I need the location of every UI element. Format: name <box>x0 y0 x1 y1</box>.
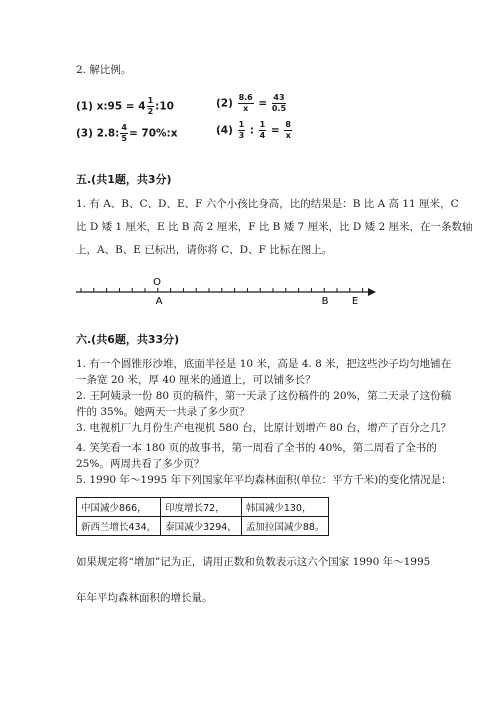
point-e-label: E <box>351 296 359 307</box>
table-cell: 韩国减少130， <box>241 498 329 517</box>
section6-line-8: 5. 1990 年～1995 年下列国家年平均森林面积(单位：平方千米)的变化情况是： <box>76 474 452 486</box>
section6-line-7: 25%。两周共看了多少页？ <box>76 458 205 470</box>
section6-tail-2: 年年平均森林面积的增长量。 <box>76 592 213 604</box>
section6-line-5: 3. 电视机厂九月份生产电视机 580 台，比原计划增产 80 台，增产了百分之几？ <box>76 422 452 434</box>
section6-line-4: 件的 35%。她两天一共录了多少页？ <box>76 406 250 418</box>
q2-heading: 2. 解比例。 <box>76 64 132 76</box>
table-cell: 印度增长72， <box>161 498 242 517</box>
section6-tail-1: 如果规定将“增加”记为正，请用正数和负数表示这六个国家 1990 年～1995 <box>76 556 431 568</box>
section5-line-1: 1. 有 A、B、C、D、E、F 六个小孩比身高，比的结果是：B 比 A 高 11 厘米，C <box>76 198 459 210</box>
origin-label: O <box>153 277 161 288</box>
table-row <box>77 498 329 517</box>
point-a-label: A <box>155 296 163 307</box>
number-line <box>68 274 388 314</box>
table-row <box>77 517 329 536</box>
table-cell: 新西兰增长434， <box>77 517 161 536</box>
section6-line-3: 2. 王阿姨录一份 80 页的稿件，第一天录了这份稿件的 20%，第二天录了这份稿 <box>76 390 452 402</box>
equation-2: (2) $\frac{8.6}{x}$ = $\frac{43}{0.5}$ <box>216 93 287 113</box>
section6-title: 六.(共6题，共33分) <box>76 333 180 346</box>
equation-3: (3) 2.8: $\frac{4}{5}$ = 70%:x <box>76 123 178 143</box>
section5-title: 五.(共1题，共3分) <box>76 173 172 186</box>
table-cell: 泰国减少3294， <box>161 517 242 536</box>
section5-line-3: 上，A、B、E 已标出，请你将 C、D、F 比标在图上。 <box>76 244 333 256</box>
forest-area-table <box>76 497 329 536</box>
section5-line-2: 比 D 矮 1 厘米，E 比 B 高 2 厘米，F 比 B 矮 7 厘米，比 D 矮 2 厘米，在一条数轴 <box>76 221 473 233</box>
section6-line-1: 1. 有一个圆锥形沙堆，底面半径是 10 米，高是 4. 8 米，把这些沙子均匀地铺在 <box>76 358 452 370</box>
table-cell: 孟加拉国减少88。 <box>241 517 329 536</box>
section6-line-6: 4. 笑笑看一本 180 页的故事书，第一周看了全书的 40%，第二周看了全书的 <box>76 442 437 454</box>
table-cell: 中国减少866， <box>77 498 161 517</box>
equation-4: (4) $\frac{1}{3}$ : $\frac{1}{4}$ = $\frac{8}{x}$ <box>216 120 291 140</box>
equation-1: (1) x:95 = 4 $\frac{1}{2}$ :10 <box>76 96 174 116</box>
point-b-label: B <box>321 296 329 307</box>
arrow-head <box>368 288 376 296</box>
section6-line-2: 一条宽 20 米，厚 40 厘米的通道上，可以铺多长？ <box>76 374 316 386</box>
